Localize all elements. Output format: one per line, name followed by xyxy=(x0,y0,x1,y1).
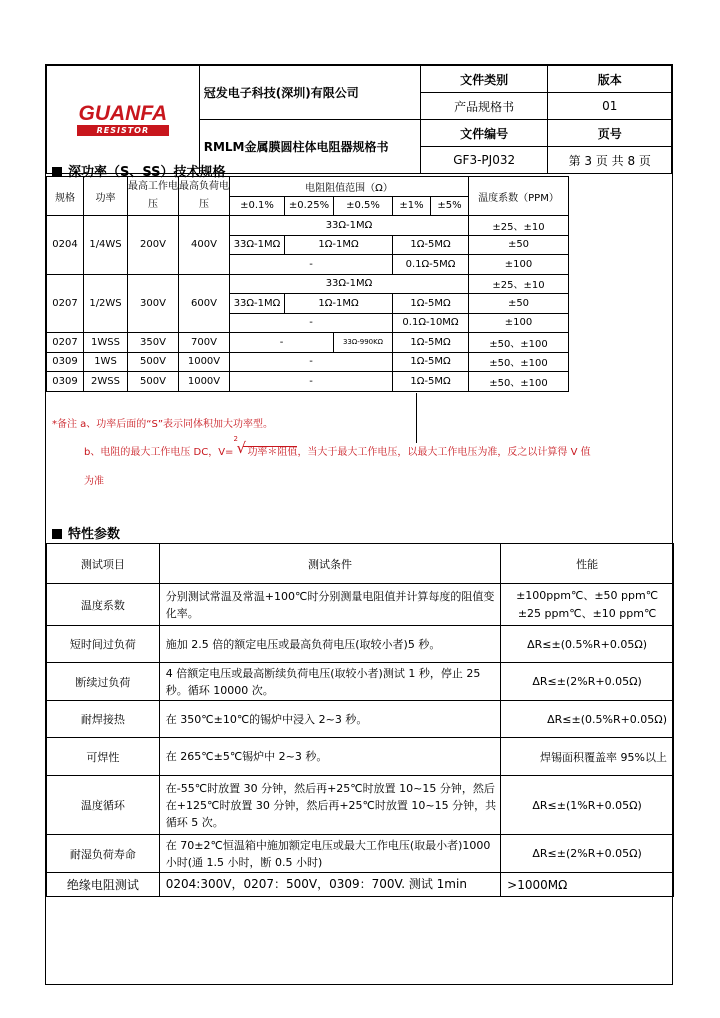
cell-spec: 0309 xyxy=(47,352,84,372)
note-b-tail: 为准 xyxy=(84,476,104,487)
cell-tcr: ±50、±100 xyxy=(469,352,569,372)
cell-work-voltage: 500V xyxy=(128,352,179,372)
cell-condition: 在 265℃±5℃锡炉中 2~3 秒。 xyxy=(159,738,500,776)
company-name: 冠发电子科技(深圳)有限公司 xyxy=(199,66,420,120)
table-row xyxy=(47,873,674,897)
cell-condition: 4 倍额定电压或最高断续负荷电压(取较小者)测试 1 秒，停止 25 秒。循环 10000 次。 xyxy=(159,663,500,701)
th-resistance-range: 电阻阻值范围（Ω） xyxy=(230,177,469,197)
perf-line: ±100ppm℃、±50 ppm℃ xyxy=(516,588,659,602)
cell-condition: 在 350℃±10℃的锡炉中浸入 2~3 秒。 xyxy=(159,701,500,738)
note-b xyxy=(84,435,591,458)
cell-power: 2WSS xyxy=(84,372,128,392)
cell-work-voltage: 200V xyxy=(128,216,179,275)
divider-line xyxy=(416,393,417,443)
cell-range: - xyxy=(230,333,334,353)
cell-item: 绝缘电阻测试 xyxy=(47,873,160,897)
root-content: 功率＊阻值 xyxy=(243,446,297,458)
cell-tcr: ±50、±100 xyxy=(469,333,569,353)
cell-power: 1/4WS xyxy=(84,216,128,275)
logo-wordmark: GUANFA xyxy=(78,102,168,125)
cell-work-voltage: 350V xyxy=(128,333,179,353)
cell-range: 1Ω-1MΩ xyxy=(285,235,393,255)
document-header xyxy=(46,65,672,174)
cell-condition: 分别测试常温及常温+100℃时分别测量电阻值并计算每度的阻值变化率。 xyxy=(159,584,500,626)
note-a: *备注 a、功率后面的“S”表示同体积加大功率型。 xyxy=(52,419,274,430)
cell-spec: 0309 xyxy=(47,372,84,392)
cell-performance: ΔR≤±(0.5%R+0.05Ω) xyxy=(501,626,674,663)
doc-type-label: 文件类别 xyxy=(420,66,548,93)
guanfa-logo xyxy=(47,103,199,136)
th-tol-5: ±5% xyxy=(431,196,469,216)
cell-range: 1Ω-1MΩ xyxy=(285,294,393,314)
cell-condition: 在-55℃时放置 30 分钟，然后再+25℃时放置 10~15 分钟，然后在+125℃时放置 30 分钟，然后再+25℃时放置 10~15 分钟，共循环 5 次。 xyxy=(159,776,500,835)
cell-tcr: ±25、±10 xyxy=(469,274,569,294)
cell-power: 1/2WS xyxy=(84,274,128,333)
cell-load-voltage: 400V xyxy=(179,216,230,275)
section-title-characteristics xyxy=(52,523,120,542)
th-max-work-voltage: 最高工作电压 xyxy=(128,177,179,216)
cell-condition: 在 70±2℃恒温箱中施加额定电压或最大工作电压(取最小者)1000 小时(通 1.5 小时，断 0.5 小时) xyxy=(159,835,500,873)
cell-condition: 0204:300V，0207：500V，0309：700V. 测试 1min xyxy=(159,873,500,897)
cell-tcr: ±25、±10 xyxy=(469,216,569,236)
cell-performance: ΔR≤±(2%R+0.05Ω) xyxy=(501,835,674,873)
section-title-text: 深功率（S、SS）技术规格 xyxy=(68,165,226,180)
cell-range: 1Ω-5MΩ xyxy=(393,333,469,353)
section-title-text: 特性参数 xyxy=(68,527,121,542)
th-spec: 规格 xyxy=(47,177,84,216)
cell-range: 33Ω-1MΩ xyxy=(230,235,285,255)
note-b-text: b、电阻的最大工作电压 DC，V= xyxy=(84,447,234,458)
logo-subtitle: RESISTOR xyxy=(77,125,169,136)
table-row xyxy=(47,835,674,873)
cell-tcr: ±50 xyxy=(469,235,569,255)
doc-no-value: GF3-PJ032 xyxy=(420,147,548,174)
cell-range: 1Ω-5MΩ xyxy=(393,235,469,255)
cell-spec: 0207 xyxy=(47,333,84,353)
th-tol-0-25: ±0.25% xyxy=(285,196,334,216)
table-row xyxy=(47,584,674,626)
version-value: 01 xyxy=(548,93,672,120)
cell-tcr: ±50、±100 xyxy=(469,372,569,392)
cell-item: 温度系数 xyxy=(47,584,160,626)
perf-line: ±25 ppm℃、±10 ppm℃ xyxy=(517,606,657,620)
th-test-item: 测试项目 xyxy=(47,544,160,584)
cell-work-voltage: 300V xyxy=(128,274,179,333)
cell-range: 33Ω-1MΩ xyxy=(230,216,469,236)
th-performance: 性能 xyxy=(501,544,674,584)
table-row xyxy=(47,372,569,392)
th-tol-1: ±1% xyxy=(393,196,431,216)
cell-range: 1Ω-5MΩ xyxy=(393,352,469,372)
th-max-load-voltage: 最高负荷电压 xyxy=(179,177,230,216)
cell-load-voltage: 1000V xyxy=(179,352,230,372)
cell-item: 断续过负荷 xyxy=(47,663,160,701)
cell-performance: 焊锡面积覆盖率 95%以上 xyxy=(501,738,674,776)
cell-load-voltage: 700V xyxy=(179,333,230,353)
cell-load-voltage: 600V xyxy=(179,274,230,333)
cell-item: 可焊性 xyxy=(47,738,160,776)
cell-work-voltage: 500V xyxy=(128,372,179,392)
table-row xyxy=(47,663,674,701)
cell-range: - xyxy=(230,313,393,333)
cell-range: 1Ω-5MΩ xyxy=(393,372,469,392)
cell-spec: 0204 xyxy=(47,216,84,275)
cell-tcr: ±100 xyxy=(469,313,569,333)
document-page xyxy=(45,64,673,985)
table-row xyxy=(47,333,569,353)
cell-item: 短时间过负荷 xyxy=(47,626,160,663)
square-bullet-icon xyxy=(52,529,62,539)
cell-performance: ΔR≤±(0.5%R+0.05Ω) xyxy=(501,701,674,738)
cell-item: 温度循环 xyxy=(47,776,160,835)
logo-cell xyxy=(47,66,200,174)
cell-range: 33Ω-990KΩ xyxy=(334,333,393,353)
cell-tcr: ±50 xyxy=(469,294,569,314)
cell-performance: ΔR≤±(1%R+0.05Ω) xyxy=(501,776,674,835)
th-test-condition: 测试条件 xyxy=(159,544,500,584)
cell-condition: 施加 2.5 倍的额定电压或最高负荷电压(取较小者)5 秒。 xyxy=(159,626,500,663)
root-index: 2 xyxy=(233,435,238,443)
cell-performance: >1000MΩ xyxy=(501,873,674,897)
cell-range: - xyxy=(230,255,393,275)
cell-performance xyxy=(501,584,674,626)
th-tcr: 温度系数（PPM） xyxy=(469,177,569,216)
cell-range: 1Ω-5MΩ xyxy=(393,294,469,314)
cell-tcr: ±100 xyxy=(469,255,569,275)
table-row xyxy=(47,701,674,738)
cell-range: - xyxy=(230,352,393,372)
note-b-text-cont: ，当大于最大工作电压，以最大工作电压为准，反之以计算得 V 值 xyxy=(297,447,591,458)
cell-range: 33Ω-1MΩ xyxy=(230,294,285,314)
cell-item: 耐焊接热 xyxy=(47,701,160,738)
cell-load-voltage: 1000V xyxy=(179,372,230,392)
cell-performance: ΔR≤±(2%R+0.05Ω) xyxy=(501,663,674,701)
page-label: 页号 xyxy=(548,120,672,147)
cell-power: 1WS xyxy=(84,352,128,372)
th-tol-0-1: ±0.1% xyxy=(230,196,285,216)
cell-power: 1WSS xyxy=(84,333,128,353)
version-label: 版本 xyxy=(548,66,672,93)
th-power: 功率 xyxy=(84,177,128,216)
table-row xyxy=(47,352,569,372)
cell-range: 0.1Ω-5MΩ xyxy=(393,255,469,275)
doc-type-value: 产品规格书 xyxy=(420,93,548,120)
table-row xyxy=(47,216,569,236)
cell-item: 耐湿负荷寿命 xyxy=(47,835,160,873)
th-tol-0-5: ±0.5% xyxy=(334,196,393,216)
cell-spec: 0207 xyxy=(47,274,84,333)
cell-range: 33Ω-1MΩ xyxy=(230,274,469,294)
document-name: RMLM金属膜圆柱体电阻器规格书 xyxy=(199,120,420,174)
page-value: 第 3 页 共 8 页 xyxy=(548,147,672,174)
table-row xyxy=(47,776,674,835)
radical-icon: √ xyxy=(236,439,246,457)
table-row xyxy=(47,274,569,294)
characteristics-table xyxy=(46,543,674,897)
doc-no-label: 文件编号 xyxy=(420,120,548,147)
table-row xyxy=(47,626,674,663)
spec-table xyxy=(46,176,569,392)
table-row xyxy=(47,738,674,776)
cell-range: 0.1Ω-10MΩ xyxy=(393,313,469,333)
cell-range: - xyxy=(230,372,393,392)
